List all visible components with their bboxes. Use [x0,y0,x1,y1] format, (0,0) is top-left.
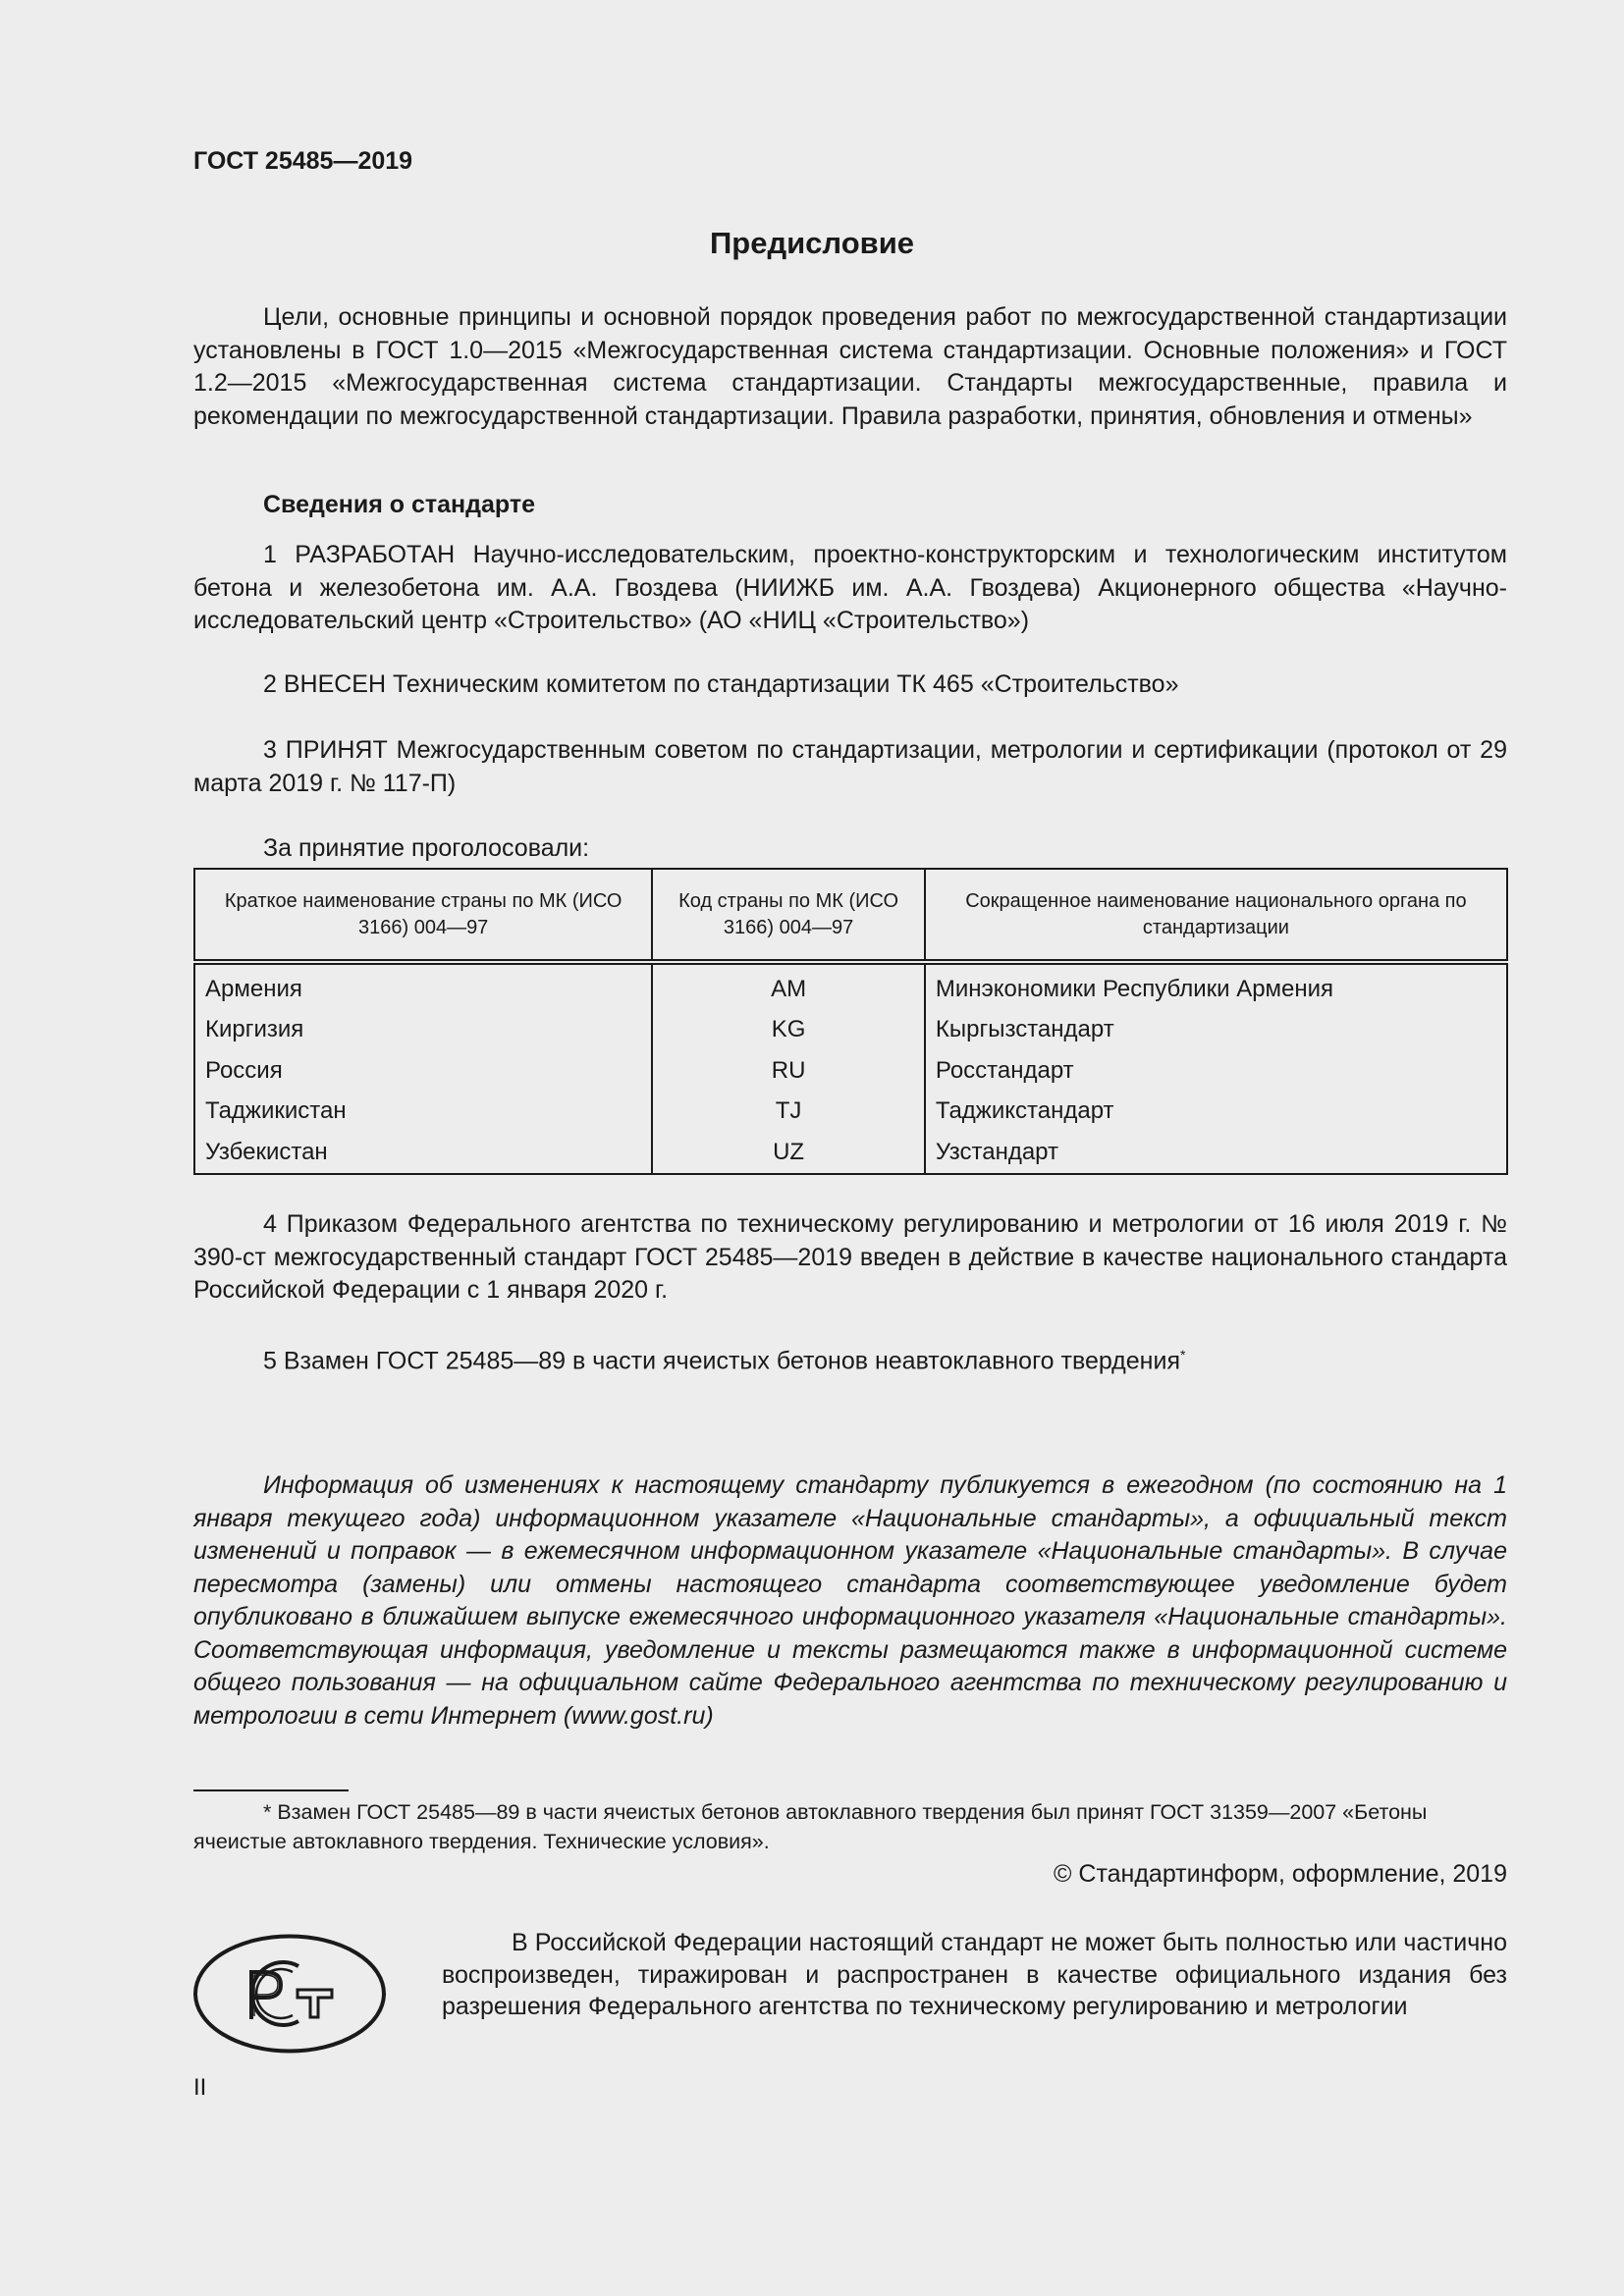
page-number: II [193,2074,207,2101]
reproduction-notice: В Российской Федерации настоящий стандарт не может быть полностью или частично воспроизведен, тиражирован и распространен в качестве официального издания без разрешения Федерального агентства по техническому регулированию и метрологии [442,1929,1507,2020]
rst-conformity-mark-icon [192,1933,387,2059]
table-header-row [194,869,1507,962]
cell-body: Кыргызстандарт [925,1010,1507,1051]
item-5-replaces: 5 Взамен ГОСТ 25485—89 в части ячеистых бетонов неавтоклавного твердения* [263,1347,1186,1375]
table-row [194,962,1507,1010]
cell-code: TJ [652,1092,925,1133]
intro-paragraph: Цели, основные принципы и основной порядок проведения работ по межгосударственной стандартизации установлены в ГОСТ 1.0—2015 «Межгосударственная система стандартизации. Основные положения» и ГОСТ 1.2—2015 «Межгосударственная система стандартизации. Стандарты межгосударственные, правила и рекомендации по межгосударственной стандартизации. Правила разработки, принятия, обновления и отмены» [193,303,1507,430]
item-3-adopted-by: 3 ПРИНЯТ Межгосударственным советом по стандартизации, метрологии и сертификации (протокол от 29 марта 2019 г. № 117-П) [193,736,1507,797]
cell-body: Минэкономики Республики Армения [925,962,1507,1010]
cell-body: Узстандарт [925,1132,1507,1174]
footnote-mark: * [1179,1347,1186,1362]
table-row [194,1092,1507,1133]
cell-body: Росстандарт [925,1050,1507,1092]
header-national-body: Сокращенное наименование национального органа по стандартизации [925,869,1507,962]
cell-country: Таджикистан [194,1092,652,1133]
changes-info-paragraph: Информация об изменениях к настоящему стандарту публикуется в ежегодном (по состоянию на 1 января текущего года) информационном указателе «Национальные стандарты», а официальный текст изменений и поправок — в ежемесячном информационном указателе «Национальные стандарты». В случае пересмотра (замены) или отмены настоящего стандарта соответствующее уведомление будет опубликовано в ближайшем выпуске ежемесячного информационного указателя «Национальные стандарты». Соответствующая информация, уведомление и тексты размещаются также в информационной системе общего пользования — на официальном сайте Федерального агентства по техническому регулированию и метрологии в сети Интернет (www.gost.ru) [193,1471,1507,1730]
item-4-enacted: 4 Приказом Федерального агентства по техническому регулированию и метрологии от 16 июля 2019 г. № 390-ст межгосударственный стандарт ГОСТ 25485—2019 введен в действие в качестве национального стандарта Российской Федерации с 1 января 2020 г. [193,1210,1507,1304]
copyright-line: © Стандартинформ, оформление, 2019 [1054,1860,1507,1888]
cell-code: AM [652,962,925,1010]
header-country-code: Код страны по МК (ИСО 3166) 004—97 [652,869,925,962]
vote-caption: За принятие проголосовали: [263,834,590,862]
item-1-developed-by: 1 РАЗРАБОТАН Научно-исследовательским, проектно-конструкторским и технологическим институтом бетона и железобетона им. А.А. Гвоздева (НИИЖБ им. А.А. Гвоздева) Акционерного общества «Научно-исследовательский центр «Строительство» (АО «НИЦ «Строительство») [193,541,1507,634]
cell-country: Узбекистан [194,1132,652,1174]
cell-country: Армения [194,962,652,1010]
footnote: * Взамен ГОСТ 25485—89 в части ячеистых бетонов автоклавного твердения был принят ГОСТ 31359—2007 «Бетоны ячеистые автоклавного твердения. Технические условия». [193,1800,1428,1853]
cell-country: Киргизия [194,1010,652,1051]
table-row [194,1050,1507,1092]
cell-code: RU [652,1050,925,1092]
standard-info-heading: Сведения о стандарте [263,491,536,518]
document-number-header: ГОСТ 25485—2019 [193,147,413,175]
cell-code: UZ [652,1132,925,1174]
table-row [194,1010,1507,1051]
table-row [194,1132,1507,1174]
cell-body: Таджикстандарт [925,1092,1507,1133]
cell-country: Россия [194,1050,652,1092]
item-2-submitted-by: 2 ВНЕСЕН Техническим комитетом по стандартизации ТК 465 «Строительство» [263,670,1179,698]
cell-code: KG [652,1010,925,1051]
voting-countries-table [193,868,1508,1175]
header-country-name: Краткое наименование страны по МК (ИСО 3166) 004—97 [194,869,652,962]
page-title: Предисловие [709,226,914,260]
footnote-separator [193,1789,349,1791]
